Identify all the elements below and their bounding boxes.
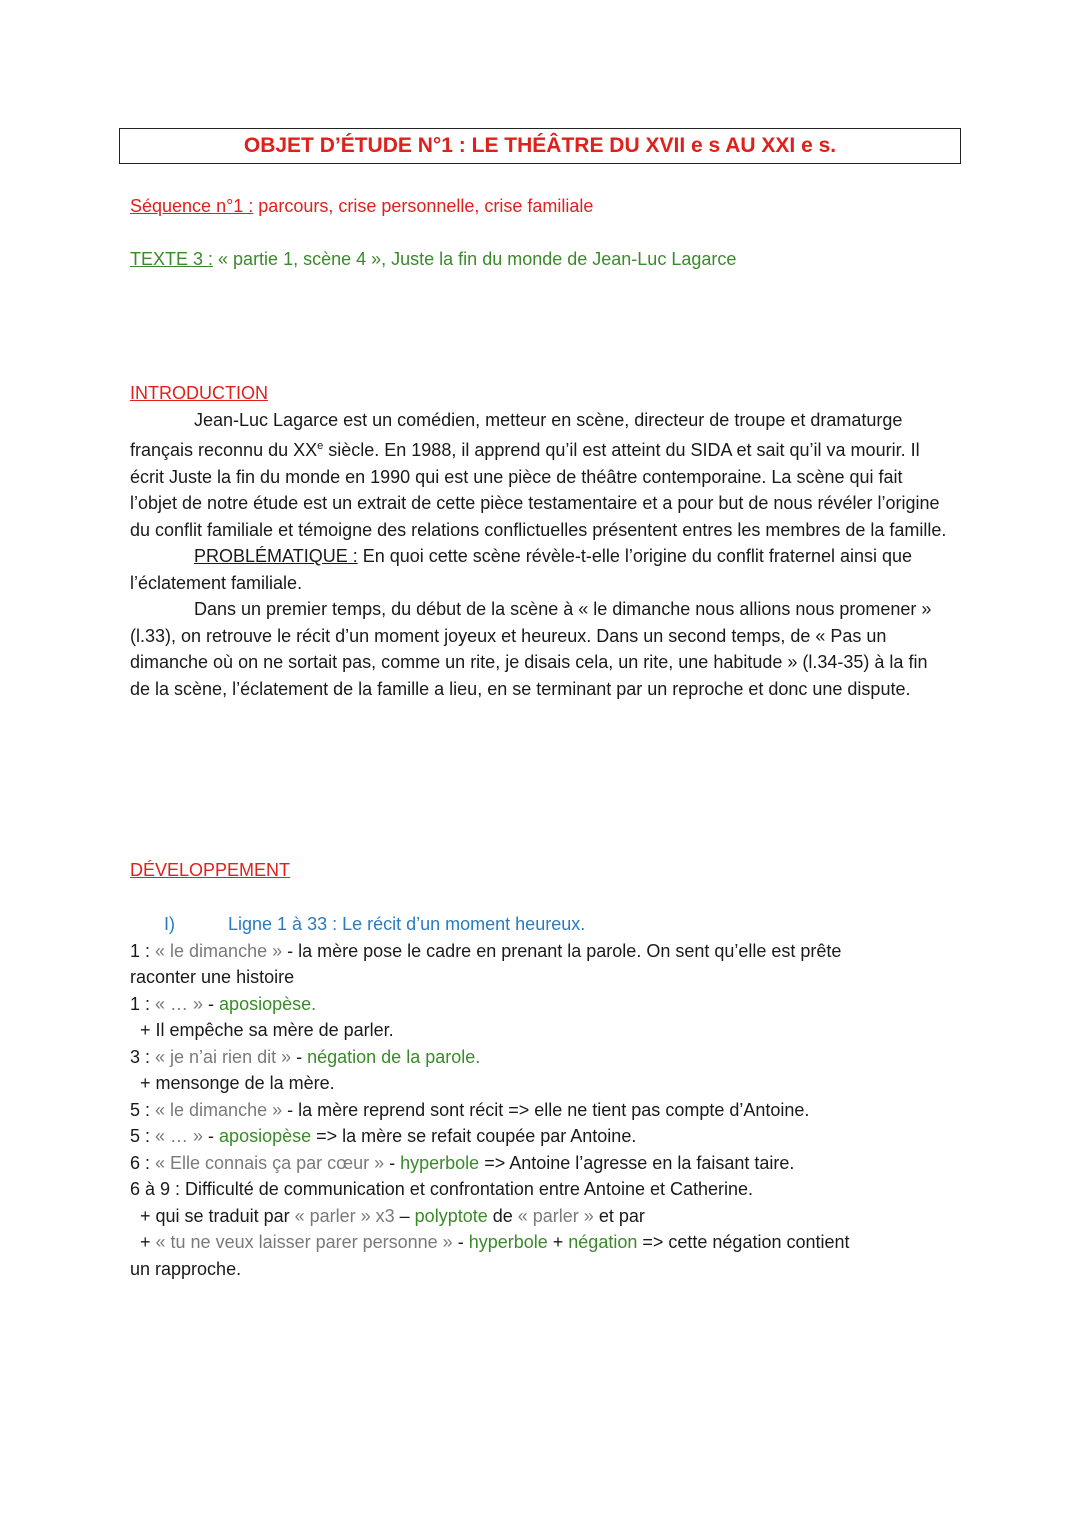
quote: « parler » bbox=[512, 1205, 594, 1226]
analysis-line bbox=[130, 1097, 950, 1124]
analysis-sub-point bbox=[130, 1229, 950, 1256]
analysis-line bbox=[130, 991, 950, 1018]
intro-text-a: Jean-Luc Lagarce est un comédien, metteur en scène, directeur de troupe et dramaturge français reconnu du XX bbox=[130, 409, 903, 460]
development-heading: DÉVELOPPEMENT bbox=[130, 860, 291, 880]
introduction-heading: INTRODUCTION bbox=[130, 383, 268, 403]
quote: « … » bbox=[150, 1126, 204, 1146]
line-ref: 3 : bbox=[130, 1046, 151, 1067]
problematique-label: PROBLÉMATIQUE : bbox=[194, 546, 358, 566]
comment: => cette négation contient bbox=[637, 1232, 850, 1252]
problematique-text: En quoi cette scène révèle-t-elle l’origine du conflit fraternel ainsi que l’éclatement familiale. bbox=[130, 546, 913, 593]
figure-of-speech: aposiopèse. bbox=[219, 993, 317, 1014]
comment: => Antoine l’agresse en la faisant taire. bbox=[479, 1152, 795, 1173]
development-heading-line bbox=[130, 857, 290, 883]
part-title: Ligne 1 à 33 : Le récit d’un moment heureux. bbox=[228, 914, 586, 934]
analysis-line bbox=[130, 1044, 950, 1071]
line-ref: 1 : bbox=[130, 940, 151, 961]
quote: « tu ne veux laisser parer personne » bbox=[150, 1232, 453, 1252]
dash: - bbox=[452, 1232, 469, 1252]
intro-text-b: siècle. En 1988, il apprend qu’il est atteint du SIDA et sait qu’il va mourir. Il écrit Juste la fin du monde en 1990 qui est une pièce de théâtre contemporaine. La scène qui fait l’objet de notre étude est un extrait de cette pièce testamentaire et a pour but de nous révéler l’origine du conflit familiale et témoigne des relations conflictuelles présentent entres les membres de la famille. bbox=[130, 440, 947, 540]
analysis-sub-point: + mensonge de la mère. bbox=[140, 1073, 335, 1093]
line-ref: 1 : bbox=[130, 993, 151, 1014]
sequence-label: Séquence n°1 : bbox=[130, 196, 254, 216]
plus: + bbox=[547, 1232, 569, 1252]
dash: – bbox=[394, 1205, 415, 1226]
sequence-line bbox=[130, 193, 593, 219]
problematique-paragraph bbox=[130, 543, 950, 596]
figure-of-speech: polyptote bbox=[414, 1205, 488, 1226]
texte-text: « partie 1, scène 4 », Juste la fin du monde de Jean-Luc Lagarce bbox=[213, 249, 737, 269]
figure-of-speech: hyperbole bbox=[468, 1232, 548, 1252]
analysis-line bbox=[130, 1123, 950, 1150]
line-ref: 5 : bbox=[130, 1099, 151, 1120]
part-heading bbox=[130, 911, 950, 938]
dash: - bbox=[384, 1152, 401, 1173]
analysis-line-continued: raconter une histoire bbox=[130, 967, 295, 987]
introduction-paragraph bbox=[130, 407, 950, 544]
analysis-sub-point bbox=[130, 1203, 950, 1230]
quote: « parler » x3 bbox=[289, 1205, 395, 1226]
figure-of-speech: aposiopèse bbox=[219, 1126, 312, 1146]
introduction-section bbox=[130, 380, 950, 702]
analysis-line bbox=[130, 938, 950, 965]
quote: « Elle connais ça par cœur » bbox=[150, 1152, 385, 1173]
part-number: I) bbox=[164, 914, 175, 934]
line-ref: 6 : bbox=[130, 1152, 151, 1173]
intro-sup: e bbox=[317, 440, 324, 452]
sequence-text: parcours, crise personnelle, crise familiale bbox=[253, 196, 594, 216]
dash: - bbox=[203, 1126, 220, 1146]
figure-of-speech: négation de la parole. bbox=[307, 1046, 481, 1067]
analysis-line bbox=[130, 1150, 950, 1177]
comment: - la mère reprend sont récit => elle ne tient pas compte d’Antoine. bbox=[282, 1099, 810, 1120]
dash: - bbox=[291, 1046, 308, 1067]
analysis-sub-point: + Il empêche sa mère de parler. bbox=[140, 1020, 394, 1040]
figure-of-speech: négation bbox=[568, 1232, 638, 1252]
figure-of-speech: hyperbole bbox=[400, 1152, 480, 1173]
texte-line bbox=[130, 246, 736, 272]
dash: - bbox=[203, 993, 220, 1014]
quote: « … » bbox=[150, 993, 204, 1014]
texte-label: TEXTE 3 : bbox=[130, 249, 214, 269]
comment: - la mère pose le cadre en prenant la parole. On sent qu’elle est prête bbox=[282, 940, 842, 961]
line-ref: 5 : bbox=[130, 1126, 151, 1146]
comment: => la mère se refait coupée par Antoine. bbox=[311, 1126, 637, 1146]
quote: « le dimanche » bbox=[150, 940, 283, 961]
comment: + bbox=[140, 1232, 151, 1252]
comment: et par bbox=[593, 1205, 645, 1226]
quote: « le dimanche » bbox=[150, 1099, 283, 1120]
plan-paragraph: Dans un premier temps, du début de la scène à « le dimanche nous allions nous promener » (l.33), on retrouve le récit d’un moment joyeux et heureux. Dans un second temps, de « Pas un dimanche où on ne sortait pas, comme un rite, je disais cela, un rite, une habitude » (l.34-35) à la fin de la scène, l’éclatement de la famille a lieu, en se terminant par un reproche et donc une dispute. bbox=[130, 599, 932, 699]
analysis-line: 6 à 9 : Difficulté de communication et confrontation entre Antoine et Catherine. bbox=[130, 1179, 754, 1199]
analysis-line-continued: un rapproche. bbox=[130, 1258, 242, 1279]
development-section bbox=[130, 911, 950, 1282]
page-title: OBJET D’ÉTUDE N°1 : LE THÉÂTRE DU XVII e s AU XXI e s. bbox=[119, 128, 961, 164]
quote: « je n’ai rien dit » bbox=[150, 1046, 292, 1067]
comment: de bbox=[487, 1205, 513, 1226]
comment: + qui se traduit par bbox=[140, 1205, 290, 1226]
